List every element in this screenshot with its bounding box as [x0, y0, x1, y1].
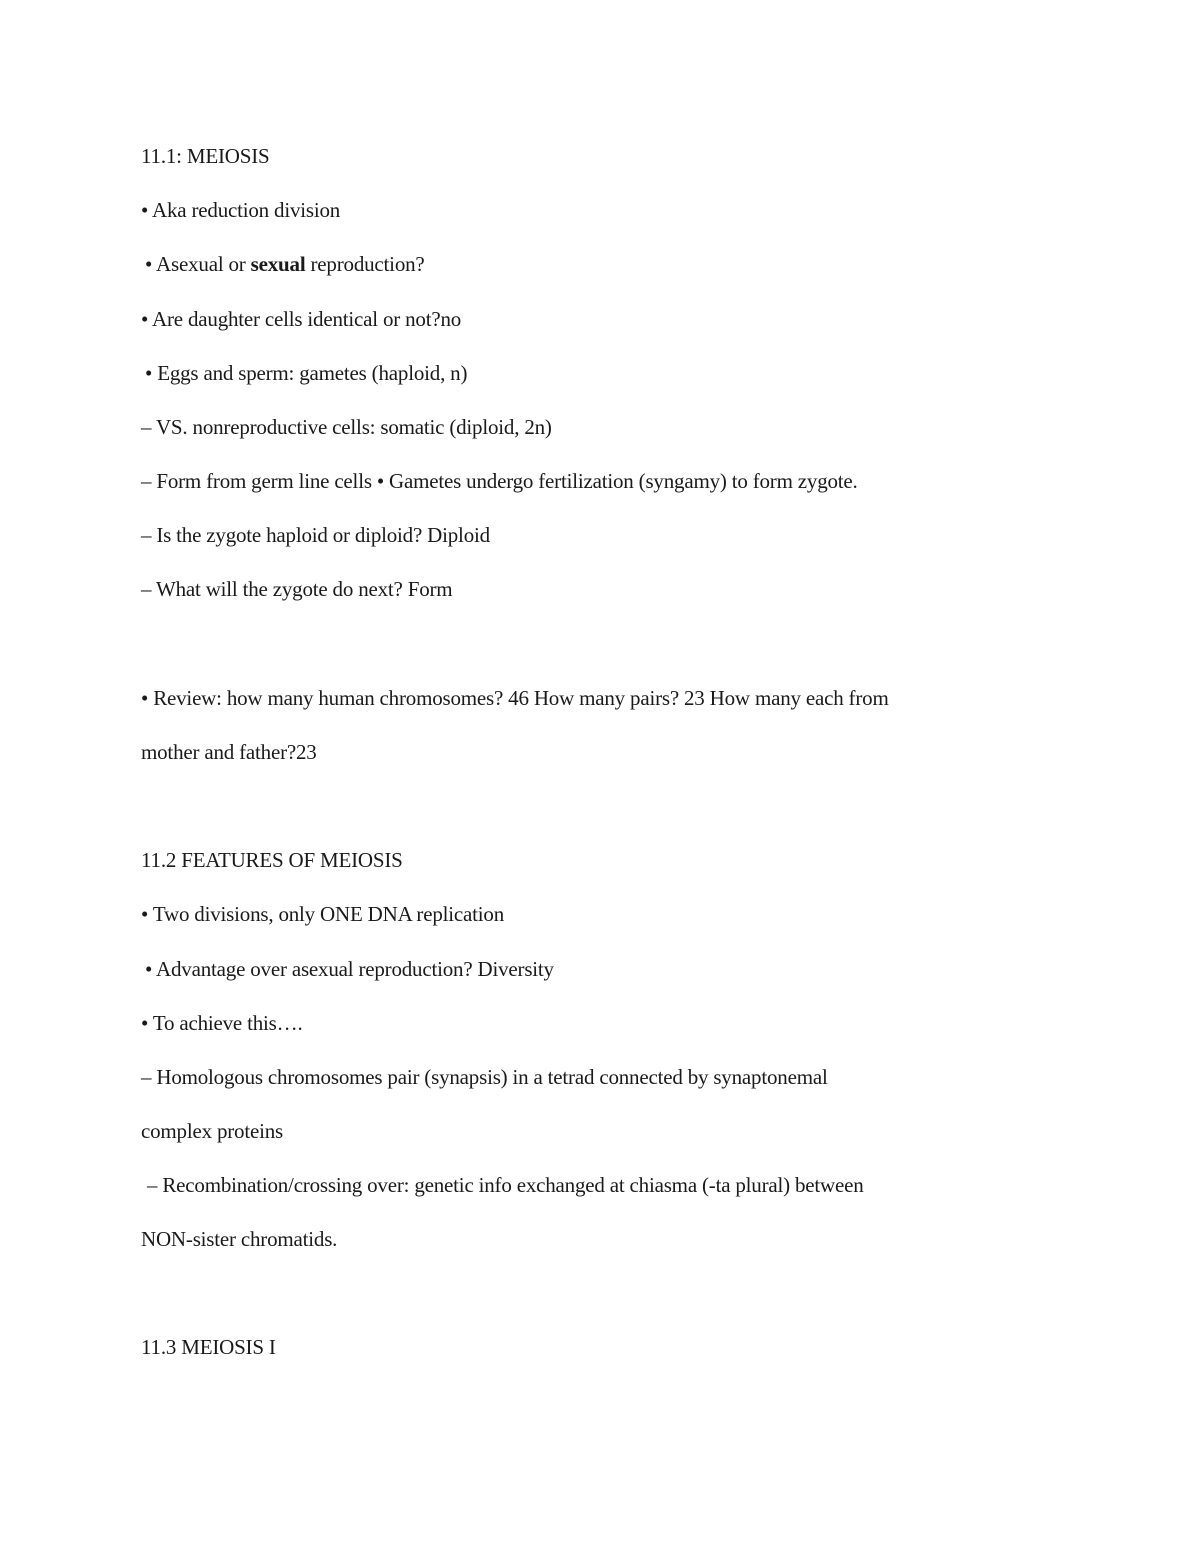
bullet-asexual-or-sexual [145, 252, 425, 276]
bullet-advantage: • Advantage over asexual reproduction? Diversity [145, 957, 554, 981]
bullet-eggs-sperm: • Eggs and sperm: gametes (haploid, n) [145, 361, 468, 385]
dash-zygote-next: – What will the zygote do next? Form [141, 577, 453, 601]
section-heading-meiosis-i: 11.3 MEIOSIS I [141, 1335, 276, 1359]
bullet-text: reproduction? [305, 252, 425, 276]
dash-recombination-line2: NON-sister chromatids. [141, 1227, 338, 1251]
bullet-review-line1: • Review: how many human chromosomes? 46 How many pairs? 23 How many each from [141, 686, 889, 710]
bullet-two-divisions: • Two divisions, only ONE DNA replication [141, 902, 505, 926]
dash-zygote-ploidy: – Is the zygote haploid or diploid? Diploid [141, 523, 490, 547]
bullet-aka: • Aka reduction division [141, 198, 341, 222]
bullet-text: • Asexual or [145, 252, 251, 276]
dash-germ-line: – Form from germ line cells • Gametes undergo fertilization (syngamy) to form zygote. [141, 469, 858, 493]
dash-recombination-line1: – Recombination/crossing over: genetic info exchanged at chiasma (-ta plural) between [147, 1173, 864, 1197]
dash-homologous-line1: – Homologous chromosomes pair (synapsis) in a tetrad connected by synaptonemal [141, 1065, 828, 1089]
dash-homologous-line2: complex proteins [141, 1119, 284, 1143]
bullet-review-line2: mother and father?23 [141, 740, 317, 764]
section-heading-meiosis: 11.1: MEIOSIS [141, 144, 270, 168]
bold-sexual: sexual [250, 252, 306, 276]
bullet-daughter-cells: • Are daughter cells identical or not?no [141, 307, 462, 331]
bullet-to-achieve: • To achieve this…. [141, 1011, 303, 1035]
section-heading-features: 11.2 FEATURES OF MEIOSIS [141, 848, 403, 872]
dash-vs-somatic: – VS. nonreproductive cells: somatic (diploid, 2n) [141, 415, 552, 439]
